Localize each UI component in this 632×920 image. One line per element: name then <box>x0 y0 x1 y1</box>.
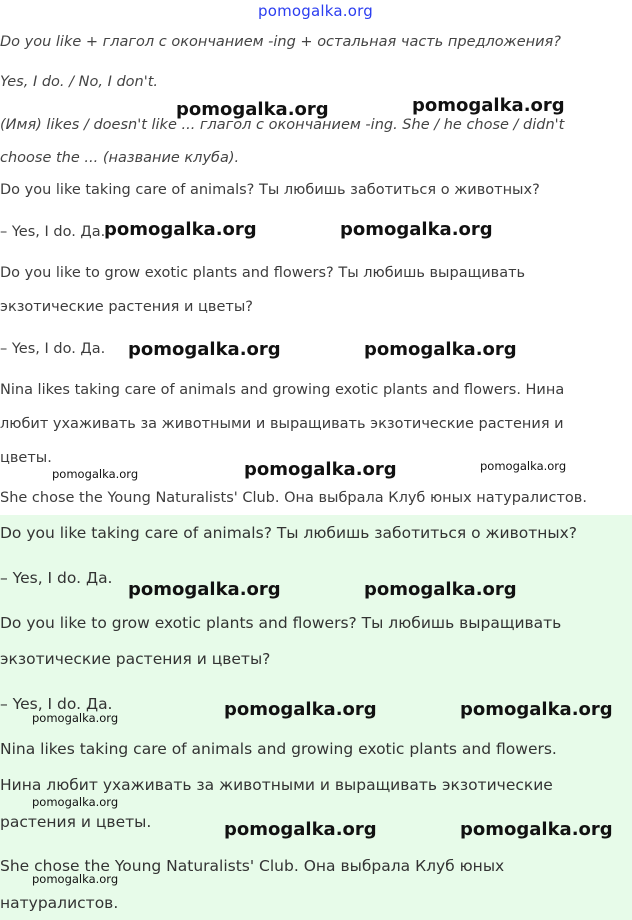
watermark: pomogalka.org <box>128 339 281 360</box>
template-summary-line-2: choose the ... (название клуба). <box>0 150 240 166</box>
s2-paragraph-line-2: Нина любит ухаживать за животными и выращивать экзотические <box>0 776 553 794</box>
template-summary-line-1: (Имя) likes / doesn't like ... глагол с окончанием -ing. She / he chose / didn't <box>0 117 565 133</box>
s2-answer-1: – Yes, I do. Да. <box>0 569 113 587</box>
watermark: pomogalka.org <box>364 579 517 600</box>
watermark: pomogalka.org <box>460 819 613 840</box>
s1-question-1: Do you like taking care of animals? Ты любишь заботиться о животных? <box>0 182 540 198</box>
s2-question-1: Do you like taking care of animals? Ты любишь заботиться о животных? <box>0 524 577 542</box>
s2-club-sentence-line-1: She chose the Young Naturalists' Club. Она выбрала Клуб юных <box>0 857 505 875</box>
watermark: pomogalka.org <box>32 872 119 886</box>
watermark: pomogalka.org <box>480 459 567 473</box>
watermark: pomogalka.org <box>224 699 377 720</box>
watermark: pomogalka.org <box>460 699 613 720</box>
s1-answer-1: – Yes, I do. Да. <box>0 224 106 240</box>
template-answer: Yes, I do. / No, I don't. <box>0 74 158 90</box>
s2-question-2-line-1: Do you like to grow exotic plants and flowers? Ты любишь выращивать <box>0 614 562 632</box>
header-watermark: pomogalka.org <box>258 2 373 20</box>
watermark: pomogalka.org <box>364 339 517 360</box>
watermark: pomogalka.org <box>224 819 377 840</box>
watermark: pomogalka.org <box>244 459 397 480</box>
s2-paragraph-line-3: растения и цветы. <box>0 813 152 831</box>
watermark: pomogalka.org <box>412 95 565 116</box>
s1-paragraph-line-1: Nina likes taking care of animals and growing exotic plants and flowers. Нина <box>0 382 565 398</box>
watermark: pomogalka.org <box>32 711 119 725</box>
s1-answer-2: – Yes, I do. Да. <box>0 341 106 357</box>
watermark: pomogalka.org <box>104 219 257 240</box>
s1-question-2-line-2: экзотические растения и цветы? <box>0 299 253 315</box>
s1-club-sentence: She chose the Young Naturalists' Club. Она выбрала Клуб юных натуралистов. <box>0 490 587 506</box>
watermark: pomogalka.org <box>340 219 493 240</box>
watermark: pomogalka.org <box>176 99 329 120</box>
template-question: Do you like + глагол с окончанием -ing + остальная часть предложения? <box>0 34 561 50</box>
s1-question-2-line-1: Do you like to grow exotic plants and flowers? Ты любишь выращивать <box>0 265 526 281</box>
s2-club-sentence-line-2: натуралистов. <box>0 894 119 912</box>
s2-answer-2: – Yes, I do. Да. <box>0 695 113 713</box>
watermark: pomogalka.org <box>128 579 281 600</box>
watermark: pomogalka.org <box>52 467 139 481</box>
s2-paragraph-line-1: Nina likes taking care of animals and growing exotic plants and flowers. <box>0 740 557 758</box>
watermark: pomogalka.org <box>32 795 119 809</box>
s1-paragraph-line-3: цветы. <box>0 450 52 466</box>
s2-question-2-line-2: экзотические растения и цветы? <box>0 650 271 668</box>
s1-paragraph-line-2: любит ухаживать за животными и выращивать экзотические растения и <box>0 416 564 432</box>
